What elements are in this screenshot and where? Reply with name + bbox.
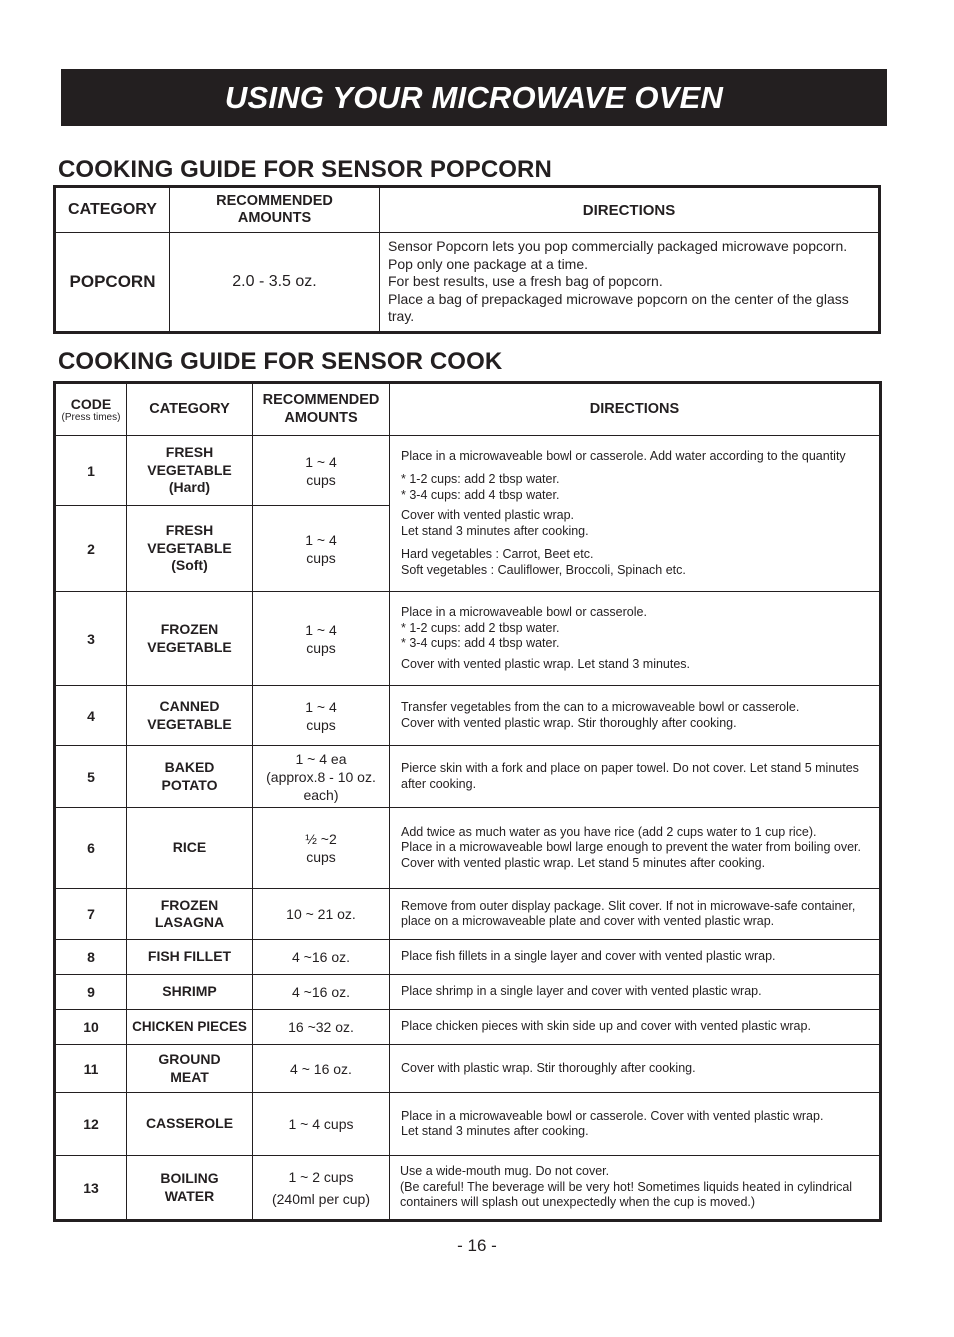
header-code — [56, 384, 127, 436]
direction-line: * 3-4 cups: add 4 tbsp water. — [401, 487, 560, 502]
row-code: 7 — [56, 889, 127, 940]
row-code: 5 — [56, 746, 127, 808]
casserole-directions — [390, 1093, 880, 1156]
direction-line: Cover with plastic wrap. Stir thoroughly after cooking. — [401, 1060, 696, 1075]
direction-line: Cover with vented plastic wrap. — [401, 508, 574, 523]
table-row — [56, 889, 880, 940]
header-amounts: RECOMMENDED AMOUNTS — [253, 384, 390, 436]
table-header-row — [56, 384, 880, 436]
direction-line: * 1-2 cups: add 2 tbsp water. — [401, 472, 560, 487]
row-amount: 1 ~ 4 cups — [253, 592, 390, 686]
direction-line: Pierce skin with a fork and place on paper towel. Do not cover. Let stand 5 minutes after cooking. — [401, 761, 859, 791]
fish-fillet-directions — [390, 940, 880, 975]
row-amount: 1 ~ 4 cups — [253, 506, 390, 592]
popcorn-guide-heading: COOKING GUIDE FOR SENSOR POPCORN — [58, 156, 552, 183]
table-row — [56, 233, 879, 332]
direction-line: Place fish fillets in a single layer and cover with vented plastic wrap. — [401, 949, 776, 964]
row-code: 6 — [56, 808, 127, 889]
chicken-pieces-directions — [390, 1010, 880, 1045]
popcorn-guide-table — [55, 187, 879, 332]
row-category: FRESH VEGETABLE (Soft) — [127, 506, 253, 592]
row-code: 9 — [56, 975, 127, 1010]
row-category: FROZEN VEGETABLE — [127, 592, 253, 686]
table-row — [56, 746, 880, 808]
direction-line: * 3-4 cups: add 4 tbsp water. — [401, 636, 560, 650]
row-category: CASSEROLE — [127, 1093, 253, 1156]
direction-line: Place in a microwaveable bowl or casserole. Add water according to the quantity — [401, 448, 846, 463]
ground-meat-directions — [390, 1045, 880, 1093]
table-row — [56, 1010, 880, 1045]
table-header-row — [56, 188, 879, 233]
frozen-vegetable-directions — [390, 592, 880, 686]
row-category: GROUND MEAT — [127, 1045, 253, 1093]
frozen-lasagna-directions — [390, 889, 880, 940]
row-amount: ½ ~2 cups — [253, 808, 390, 889]
direction-line: Place a bag of prepackaged microwave popcorn on the center of the glass tray. — [388, 290, 849, 325]
row-category: RICE — [127, 808, 253, 889]
direction-line: For best results, use a fresh bag of popcorn. — [388, 273, 663, 290]
page-number: - 16 - — [457, 1236, 497, 1255]
direction-line: * 1-2 cups: add 2 tbsp water. — [401, 620, 560, 635]
direction-line: Soft vegetables : Cauliflower, Broccoli, Spinach etc. — [401, 562, 686, 577]
popcorn-amount: 2.0 - 3.5 oz. — [170, 233, 380, 332]
row-amount: 4 ~16 oz. — [253, 975, 390, 1010]
sensor-cook-guide-heading: COOKING GUIDE FOR SENSOR COOK — [58, 348, 503, 375]
direction-line: Place in a microwaveable bowl or casserole. — [401, 605, 647, 619]
row-code: 13 — [56, 1156, 127, 1220]
popcorn-category: POPCORN — [56, 233, 170, 332]
row-code: 12 — [56, 1093, 127, 1156]
direction-line: (Be careful! The beverage will be very hot! Sometimes liquids heated in cylindrical containers will splash out unexpectedly when the cup is moved.) — [400, 1179, 853, 1210]
canned-vegetable-directions — [390, 686, 880, 746]
header-directions: DIRECTIONS — [380, 188, 879, 233]
row-category: FRESH VEGETABLE (Hard) — [127, 436, 253, 506]
row-amount: 4 ~16 oz. — [253, 940, 390, 975]
direction-line: Add twice as much water as you have rice (add 2 cups water to 1 cup rice). — [401, 824, 817, 839]
row-code: 8 — [56, 940, 127, 975]
header-code-label: CODE — [70, 395, 112, 412]
row-category: FISH FILLET — [127, 940, 253, 975]
table-row — [56, 1156, 880, 1220]
row-code: 10 — [56, 1010, 127, 1045]
table-row — [56, 808, 880, 889]
direction-line: Use a wide-mouth mug. Do not cover. — [400, 1164, 610, 1179]
table-row — [56, 1093, 880, 1156]
baked-potato-directions — [390, 746, 880, 808]
popcorn-directions — [380, 233, 879, 332]
sensor-cook-table — [55, 383, 880, 1220]
row-amount: 1 ~ 4 ea (approx.8 - 10 oz. each) — [253, 746, 390, 808]
row-category: CHICKEN PIECES — [127, 1010, 253, 1045]
row-code: 1 — [56, 436, 127, 506]
row-code: 4 — [56, 686, 127, 746]
row-code: 11 — [56, 1045, 127, 1093]
table-row — [56, 686, 880, 746]
direction-line: Sensor Popcorn lets you pop commercially packaged microwave popcorn. Pop only one package at a time. — [388, 238, 848, 272]
row-code: 2 — [56, 506, 127, 592]
page-title: USING YOUR MICROWAVE OVEN — [61, 69, 887, 126]
table-row — [56, 940, 880, 975]
row-amount — [253, 1156, 390, 1220]
row-amount: 10 ~ 21 oz. — [253, 889, 390, 940]
table-row — [56, 592, 880, 686]
header-amounts: RECOMMENDED AMOUNTS — [170, 188, 380, 233]
row-category: SHRIMP — [127, 975, 253, 1010]
row-amount: 1 ~ 4 cups — [253, 1093, 390, 1156]
row-category: FROZEN LASAGNA — [127, 889, 253, 940]
row-amount-line: 1 ~ 2 cups — [288, 1168, 354, 1185]
header-code-sub: (Press times) — [61, 411, 121, 423]
shrimp-directions — [390, 975, 880, 1010]
table-row — [56, 1045, 880, 1093]
row-amount: 1 ~ 4 cups — [253, 436, 390, 506]
direction-line: Place chicken pieces with skin side up and cover with vented plastic wrap. — [401, 1019, 811, 1034]
boiling-water-directions — [390, 1156, 880, 1220]
row-amount: 1 ~ 4 cups — [253, 686, 390, 746]
table-row — [56, 436, 880, 506]
direction-line: Hard vegetables : Carrot, Beet etc. — [401, 547, 594, 562]
direction-line: Place shrimp in a single layer and cover with vented plastic wrap. — [401, 984, 762, 999]
direction-line: Transfer vegetables from the can to a microwaveable bowl or casserole. — [401, 700, 800, 714]
row-code: 3 — [56, 592, 127, 686]
row-category: CANNED VEGETABLE — [127, 686, 253, 746]
direction-line: Cover with vented plastic wrap. Let stand 5 minutes after cooking. — [401, 855, 766, 870]
header-category: CATEGORY — [56, 188, 170, 233]
row-amount: 4 ~ 16 oz. — [253, 1045, 390, 1093]
header-directions: DIRECTIONS — [390, 384, 880, 436]
direction-line: Let stand 3 minutes after cooking. — [401, 523, 589, 538]
direction-line: Cover with vented plastic wrap. Let stand 3 minutes. — [401, 656, 691, 671]
table-row — [56, 975, 880, 1010]
header-category: CATEGORY — [127, 384, 253, 436]
direction-line: Remove from outer display package. Slit cover. If not in microwave-safe container, place on a microwaveable plate and cover with vented plastic wrap. — [401, 898, 856, 928]
row-amount: 16 ~32 oz. — [253, 1010, 390, 1045]
rice-directions — [390, 808, 880, 889]
fresh-vegetable-directions — [390, 436, 880, 592]
row-category: BAKED POTATO — [127, 746, 253, 808]
direction-line: Place in a microwaveable bowl large enough to prevent the water from boiling over. — [401, 840, 861, 855]
direction-line: Place in a microwaveable bowl or casserole. Cover with vented plastic wrap. — [401, 1108, 824, 1123]
row-amount-line: (240ml per cup) — [271, 1190, 371, 1207]
direction-line: Let stand 3 minutes after cooking. — [401, 1124, 589, 1138]
row-category: BOILING WATER — [127, 1156, 253, 1220]
direction-line: Cover with vented plastic wrap. Stir thoroughly after cooking. — [401, 715, 737, 730]
